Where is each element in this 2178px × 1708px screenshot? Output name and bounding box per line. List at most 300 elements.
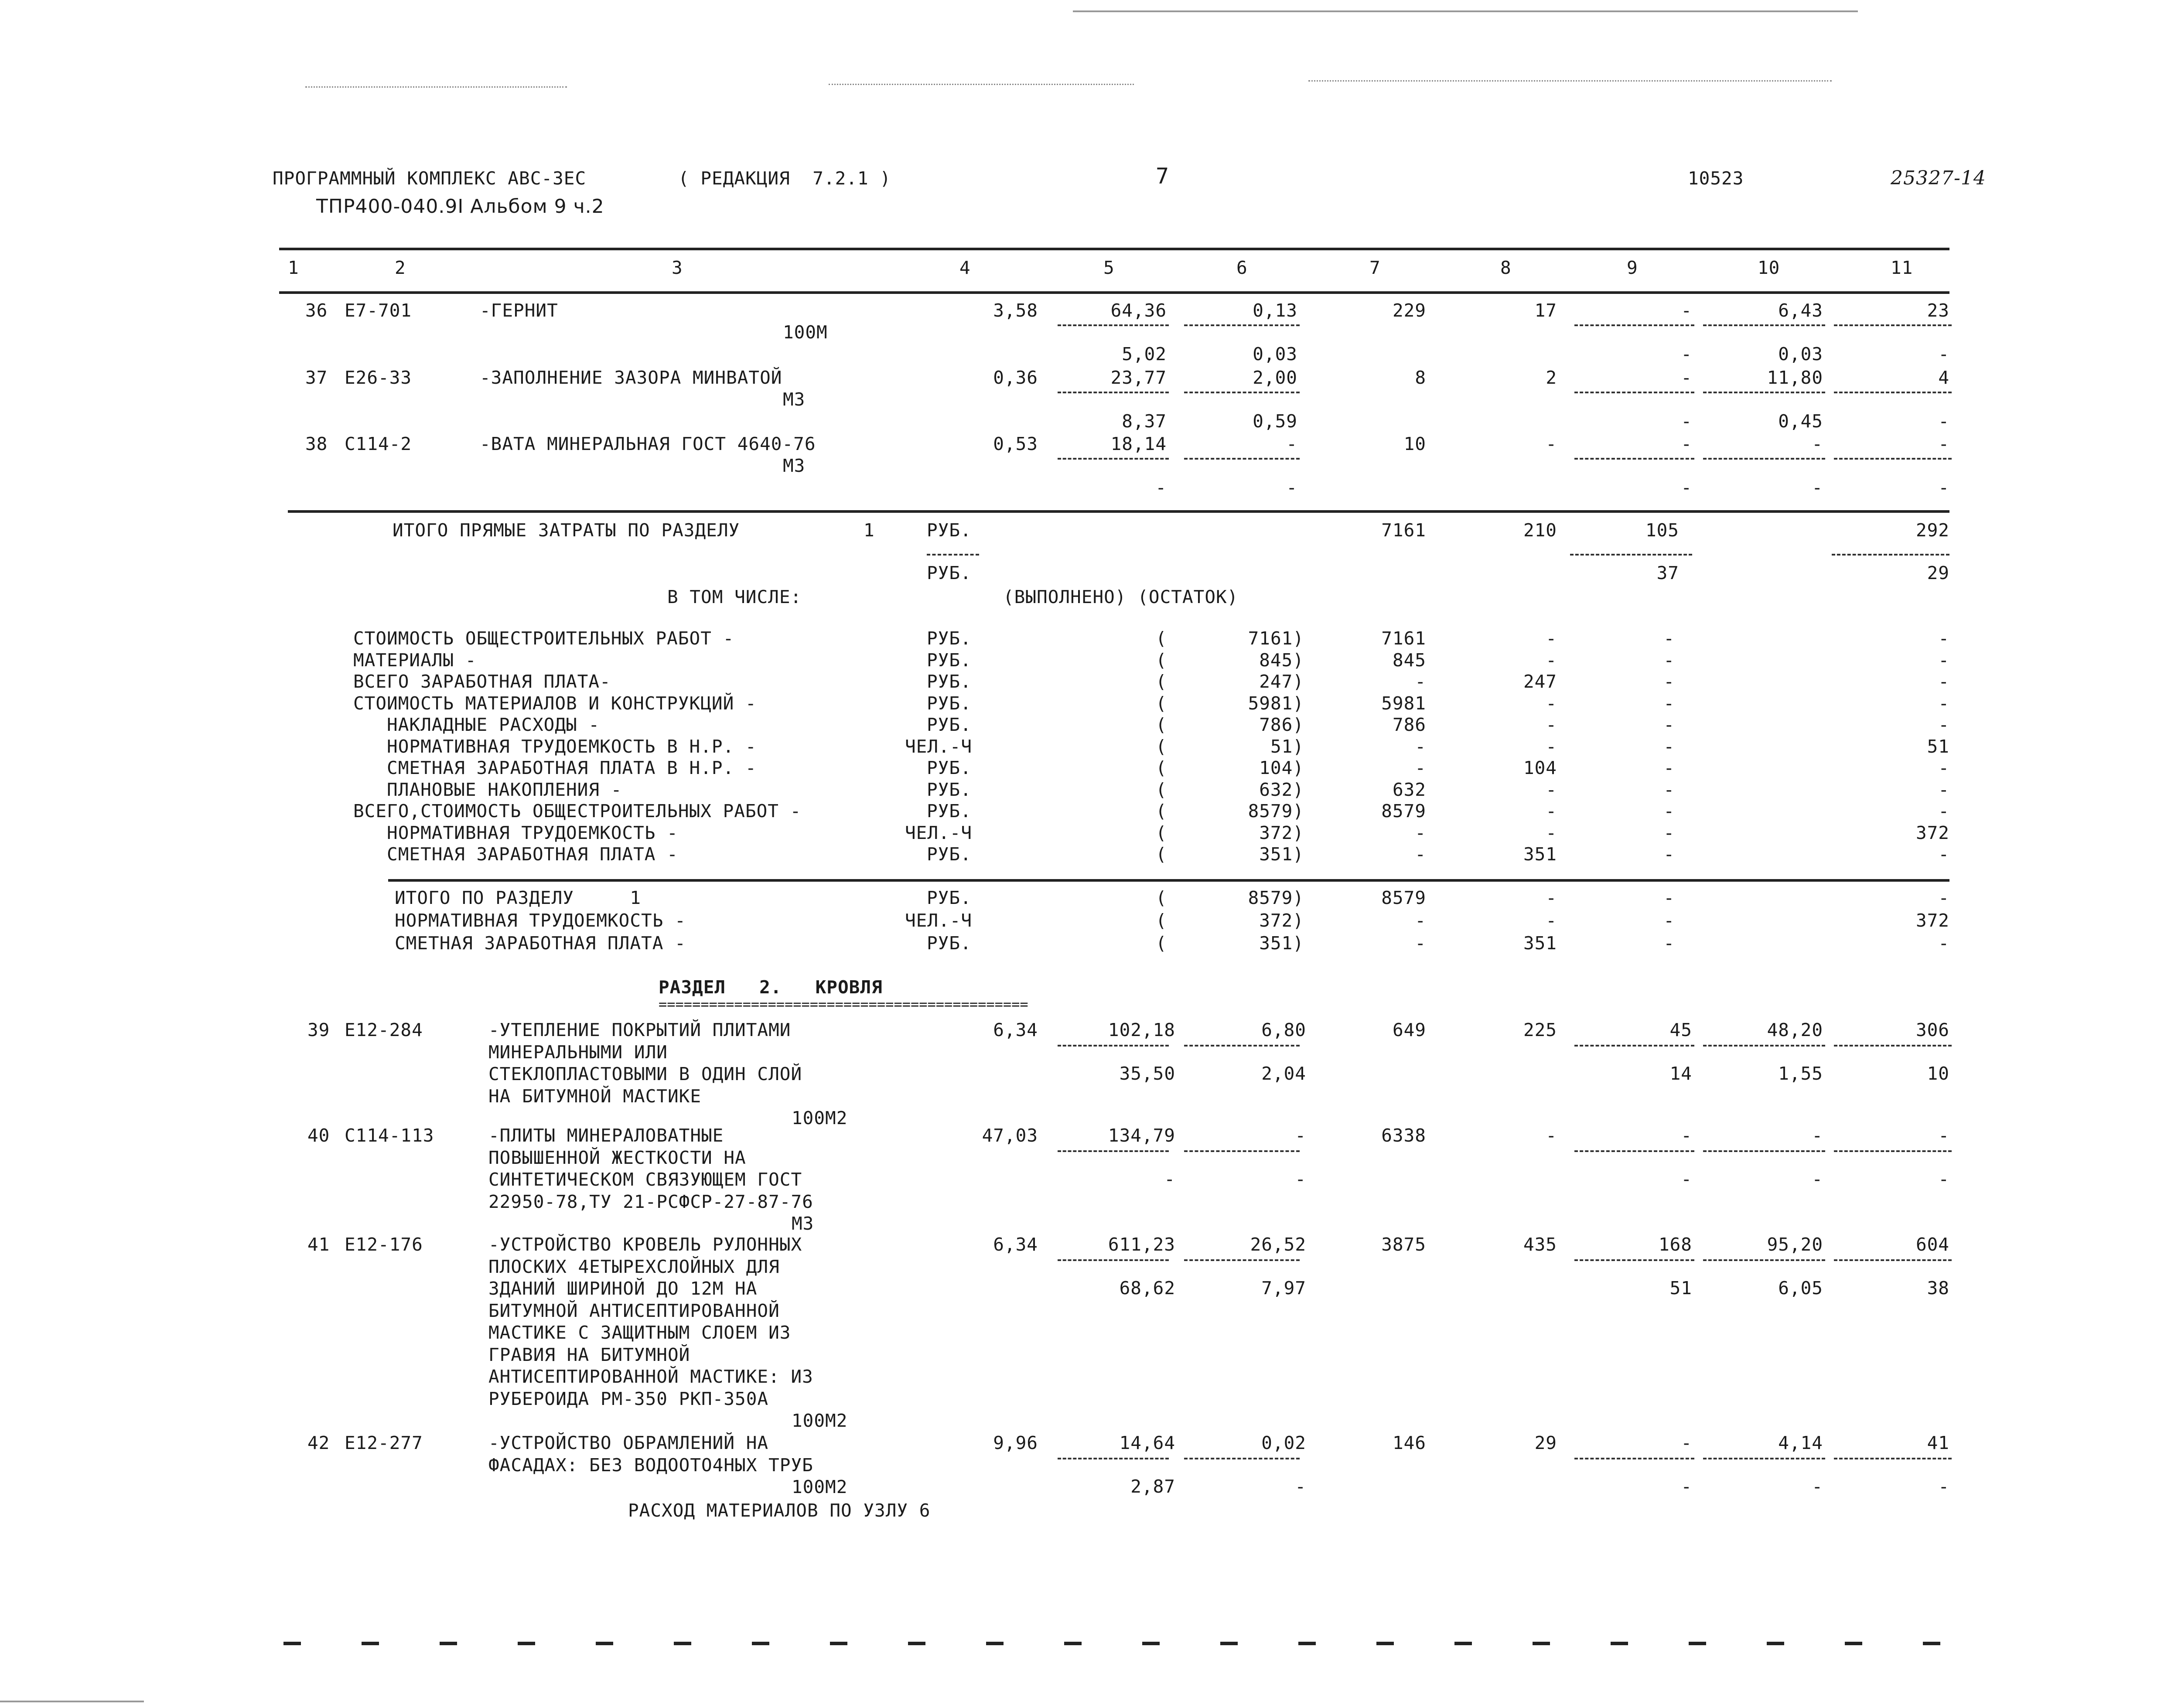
dash-mark bbox=[518, 1642, 535, 1645]
value-c9: - bbox=[1681, 433, 1692, 454]
breakdown-c11: - bbox=[1938, 801, 1949, 822]
value-c6: 0,13 bbox=[1253, 300, 1297, 321]
subtotal-underline bbox=[1184, 1150, 1300, 1152]
breakdown-paren-value: 786) bbox=[1259, 714, 1304, 735]
dash-mark bbox=[1689, 1642, 1706, 1645]
item-description: СИНТЕТИЧЕСКОМ СВЯЗУЮЩЕМ ГОСТ bbox=[488, 1169, 802, 1190]
breakdown-c9: - bbox=[1663, 671, 1675, 692]
item-description: ПОВЫШЕННОЙ ЖЕСТКОСТИ НА bbox=[488, 1147, 746, 1168]
subvalue-c5: 5,02 bbox=[1122, 344, 1167, 365]
item-description: МИНЕРАЛЬНЫМИ ИЛИ bbox=[488, 1041, 668, 1063]
breakdown-c9: - bbox=[1663, 933, 1675, 954]
breakdown-c8: 351 bbox=[1523, 933, 1557, 954]
item-description: -ВАТА МИНЕРАЛЬНАЯ ГОСТ 4640-76 bbox=[480, 433, 816, 454]
column-header-1: 1 bbox=[288, 257, 299, 278]
subvalue-c10: 1,55 bbox=[1778, 1063, 1823, 1084]
breakdown-paren-value: 8579) bbox=[1248, 801, 1304, 822]
item-unit: М3 bbox=[783, 455, 806, 476]
album-label: ТПР400-040.9I Альбом 9 ч.2 bbox=[316, 195, 604, 218]
item-unit: М3 bbox=[783, 389, 806, 410]
breakdown-label: МАТЕРИАЛЫ - bbox=[353, 649, 477, 671]
value-c10: - bbox=[1812, 1125, 1823, 1146]
breakdown-unit: РУБ. bbox=[927, 628, 972, 649]
value-c4: 6,34 bbox=[993, 1234, 1038, 1255]
breakdown-label: НОРМАТИВНАЯ ТРУДОЕМКОСТЬ - bbox=[395, 910, 686, 931]
breakdown-label: СТОИМОСТЬ ОБЩЕСТРОИТЕЛЬНЫХ РАБОТ - bbox=[353, 628, 734, 649]
breakdown-label: СМЕТНАЯ ЗАРАБОТНАЯ ПЛАТА В Н.Р. - bbox=[353, 757, 757, 778]
subvalue-c5: 2,87 bbox=[1130, 1476, 1175, 1497]
value-c7: 649 bbox=[1392, 1019, 1426, 1040]
subtotal-underline bbox=[1834, 1458, 1952, 1459]
dash-mark bbox=[1454, 1642, 1472, 1645]
value-c4: 0,53 bbox=[993, 433, 1038, 454]
subtotal-underline bbox=[1184, 458, 1300, 460]
breakdown-unit: РУБ. bbox=[927, 714, 972, 735]
subtotal-underline bbox=[1703, 1259, 1825, 1261]
breakdown-label: НАКЛАДНЫЕ РАСХОДЫ - bbox=[353, 714, 600, 735]
breakdown-unit: ЧЕЛ.-Ч bbox=[905, 910, 973, 931]
subtotal-underline bbox=[1703, 1458, 1825, 1459]
breakdown-label: СТОИМОСТЬ МАТЕРИАЛОВ И КОНСТРУКЦИЙ - bbox=[353, 692, 757, 714]
item-unit: 100М bbox=[783, 322, 828, 343]
edition-label: ( РЕДАКЦИЯ 7.2.1 ) bbox=[678, 168, 891, 189]
dash-mark bbox=[1142, 1642, 1160, 1645]
item-number: 37 bbox=[305, 367, 328, 388]
item-description: ФАСАДАХ: БЕЗ ВОДООТО4НЫХ ТРУБ bbox=[488, 1454, 813, 1476]
subtotal-underline bbox=[1058, 458, 1169, 460]
breakdown-c7: - bbox=[1415, 910, 1426, 931]
item-number: 38 bbox=[305, 433, 328, 454]
item-code: С114-113 bbox=[345, 1125, 434, 1146]
subtotal-underline bbox=[1703, 1150, 1825, 1152]
paren-open: ( bbox=[1156, 671, 1167, 692]
subtotal-underline bbox=[1058, 1150, 1169, 1152]
breakdown-c8: - bbox=[1546, 628, 1557, 649]
item-description: -ЗАПОЛНЕНИЕ ЗАЗОРА МИНВАТОЙ bbox=[480, 367, 782, 388]
subvalue-c6: 0,59 bbox=[1253, 411, 1297, 432]
subvalue-c9: - bbox=[1681, 477, 1692, 498]
handwritten-code: 25327-14 bbox=[1891, 167, 1986, 189]
breakdown-c7: - bbox=[1415, 736, 1426, 757]
value-c5: 611,23 bbox=[1108, 1234, 1175, 1255]
scan-artifact-line bbox=[1308, 80, 1832, 82]
subtotal-underline bbox=[1184, 1259, 1300, 1261]
subtotal-underline bbox=[1058, 1045, 1169, 1047]
breakdown-c7: - bbox=[1415, 757, 1426, 778]
paren-open: ( bbox=[1156, 801, 1167, 822]
subvalue-c9: 51 bbox=[1669, 1278, 1692, 1299]
item-description: ЗДАНИЙ ШИРИНОЙ ДО 12М НА bbox=[488, 1278, 758, 1299]
breakdown-c9: - bbox=[1663, 844, 1675, 865]
section2-title: РАЗДЕЛ 2. КРОВЛЯ bbox=[659, 977, 883, 998]
breakdown-unit: РУБ. bbox=[927, 887, 972, 908]
value-c10: 6,43 bbox=[1778, 300, 1823, 321]
value-c10: - bbox=[1812, 433, 1823, 454]
totals-sub-c11: 29 bbox=[1927, 563, 1949, 583]
value-c11: - bbox=[1938, 1125, 1949, 1146]
subvalue-c11: - bbox=[1938, 477, 1949, 498]
item-code: Е12-176 bbox=[345, 1234, 423, 1255]
breakdown-unit: РУБ. bbox=[927, 844, 972, 865]
breakdown-c9: - bbox=[1663, 801, 1675, 822]
breakdown-c8: - bbox=[1546, 736, 1557, 757]
column-header-8: 8 bbox=[1500, 257, 1512, 278]
breakdown-unit: РУБ. bbox=[927, 779, 972, 800]
subvalue-c6: 2,04 bbox=[1261, 1063, 1306, 1084]
breakdown-c11: - bbox=[1938, 844, 1949, 865]
item-code: Е7-701 bbox=[345, 300, 412, 321]
subvalue-c6: 0,03 bbox=[1253, 344, 1297, 365]
paren-open: ( bbox=[1156, 649, 1167, 671]
value-c5: 134,79 bbox=[1108, 1125, 1175, 1146]
dash-mark bbox=[440, 1642, 457, 1645]
value-c9: 45 bbox=[1669, 1019, 1692, 1040]
column-header-2: 2 bbox=[395, 257, 406, 278]
breakdown-c7: 632 bbox=[1392, 779, 1426, 800]
breakdown-c7: 8579 bbox=[1381, 801, 1426, 822]
value-c7: 10 bbox=[1403, 433, 1426, 454]
subvalue-c11: - bbox=[1938, 1476, 1949, 1497]
subtotal-underline bbox=[1703, 392, 1825, 393]
subvalue-c10: 0,03 bbox=[1778, 344, 1823, 365]
subtotal-underline bbox=[1184, 392, 1300, 393]
item-unit: 100М2 bbox=[792, 1476, 848, 1497]
breakdown-c9: - bbox=[1663, 692, 1675, 714]
subvalue-c10: - bbox=[1812, 477, 1823, 498]
value-c8: 225 bbox=[1523, 1019, 1557, 1040]
subtotal-underline bbox=[1574, 324, 1694, 326]
subvalue-c10: - bbox=[1812, 1169, 1823, 1190]
value-c9: 168 bbox=[1658, 1234, 1692, 1255]
breakdown-label: ВСЕГО ЗАРАБОТНАЯ ПЛАТА- bbox=[353, 671, 611, 692]
subvalue-c5: 68,62 bbox=[1119, 1278, 1175, 1299]
item-number: 36 bbox=[305, 300, 328, 321]
column-header-6: 6 bbox=[1236, 257, 1248, 278]
dash-mark bbox=[1376, 1642, 1394, 1645]
breakdown-unit: ЧЕЛ.-Ч bbox=[905, 822, 973, 843]
item-description: БИТУМНОЙ АНТИСЕПТИРОВАННОЙ bbox=[488, 1300, 780, 1321]
subtotal-underline bbox=[1574, 1458, 1694, 1459]
subvalue-c9: - bbox=[1681, 1476, 1692, 1497]
breakdown-unit: ЧЕЛ.-Ч bbox=[905, 736, 973, 757]
table-top-rule bbox=[279, 248, 1949, 250]
breakdown-c7: - bbox=[1415, 671, 1426, 692]
value-c7: 229 bbox=[1392, 300, 1426, 321]
item-number: 41 bbox=[307, 1234, 330, 1255]
subvalue-c5: - bbox=[1164, 1169, 1175, 1190]
value-c5: 14,64 bbox=[1119, 1432, 1175, 1453]
subtotal-underline bbox=[1574, 1045, 1694, 1047]
subtotal-underline bbox=[1834, 1259, 1952, 1261]
breakdown-paren-value: 7161) bbox=[1248, 628, 1304, 649]
breakdown-c11: - bbox=[1938, 692, 1949, 714]
breakdown-paren-value: 51) bbox=[1270, 736, 1304, 757]
breakdown-c7: 786 bbox=[1392, 714, 1426, 735]
value-c6: 6,80 bbox=[1261, 1019, 1306, 1040]
value-c4: 3,58 bbox=[993, 300, 1038, 321]
breakdown-c8: 104 bbox=[1523, 757, 1557, 778]
dash-mark bbox=[908, 1642, 925, 1645]
item-description: СТЕКЛОПЛАСТОВЫМИ В ОДИН СЛОЙ bbox=[488, 1064, 802, 1084]
breakdown-c11: 372 bbox=[1915, 910, 1949, 931]
totals-c7: 7161 bbox=[1381, 520, 1426, 541]
breakdown-unit: РУБ. bbox=[927, 671, 972, 692]
value-c6: 0,02 bbox=[1261, 1432, 1306, 1453]
breakdown-paren-value: 372) bbox=[1259, 822, 1304, 843]
totals-underline bbox=[1832, 554, 1949, 556]
value-c4: 9,96 bbox=[993, 1432, 1038, 1453]
value-c6: 26,52 bbox=[1250, 1234, 1306, 1255]
breakdown-c9: - bbox=[1663, 779, 1675, 800]
dash-mark bbox=[596, 1642, 613, 1645]
breakdown-c9: - bbox=[1663, 628, 1675, 649]
subtotal-underline bbox=[1058, 324, 1169, 326]
breakdown-c7: 8579 bbox=[1381, 887, 1426, 908]
dash-mark bbox=[362, 1642, 379, 1645]
value-c5: 102,18 bbox=[1108, 1019, 1175, 1040]
item-description: ПЛОСКИХ 4ЕТЫРЕХСЛОЙНЫХ ДЛЯ bbox=[488, 1256, 780, 1277]
paren-open: ( bbox=[1156, 714, 1167, 735]
breakdown-c8: - bbox=[1546, 714, 1557, 735]
item-unit: М3 bbox=[792, 1213, 814, 1234]
dash-mark bbox=[1845, 1642, 1862, 1645]
breakdown-c8: - bbox=[1546, 692, 1557, 714]
breakdown-c11: 51 bbox=[1927, 736, 1949, 757]
subvalue-c9: - bbox=[1681, 411, 1692, 432]
breakdown-end-rule bbox=[388, 879, 1949, 882]
dash-mark bbox=[1220, 1642, 1238, 1645]
breakdown-label: СМЕТНАЯ ЗАРАБОТНАЯ ПЛАТА - bbox=[353, 844, 678, 865]
totals-sub-c9: 37 bbox=[1656, 563, 1679, 583]
subtotal-underline bbox=[1058, 1458, 1169, 1459]
item-description: -УСТРОЙСТВО ОБРАМЛЕНИЙ НА bbox=[488, 1432, 769, 1453]
subtotal-underline bbox=[1834, 1150, 1952, 1152]
subtotal-underline bbox=[1834, 392, 1952, 393]
scan-artifact-line bbox=[829, 84, 1134, 85]
breakdown-c11: - bbox=[1938, 887, 1949, 908]
breakdown-unit: РУБ. bbox=[927, 692, 972, 714]
breakdown-c7: 7161 bbox=[1381, 628, 1426, 649]
value-c4: 6,34 bbox=[993, 1019, 1038, 1040]
breakdown-c8: - bbox=[1546, 887, 1557, 908]
breakdown-unit: РУБ. bbox=[927, 801, 972, 822]
totals-section: 1 bbox=[864, 520, 875, 541]
dash-mark bbox=[674, 1642, 691, 1645]
done-remaining-label: (ВЫПОЛНЕНО) (ОСТАТОК) bbox=[1003, 586, 1239, 607]
value-c11: - bbox=[1938, 433, 1949, 454]
value-c7: 146 bbox=[1392, 1432, 1426, 1453]
subtotal-underline bbox=[1574, 1150, 1694, 1152]
totals-c9: 105 bbox=[1645, 520, 1679, 541]
subtotal-underline bbox=[1703, 1045, 1825, 1047]
totals-label: ИТОГО ПРЯМЫЕ ЗАТРАТЫ ПО РАЗДЕЛУ bbox=[393, 520, 740, 541]
subtotal-underline bbox=[1184, 1045, 1300, 1047]
breakdown-c7: 845 bbox=[1392, 649, 1426, 671]
subtotal-underline bbox=[1058, 1259, 1169, 1261]
paren-open: ( bbox=[1156, 628, 1167, 649]
subvalue-c5: 35,50 bbox=[1119, 1063, 1175, 1084]
item-description: МАСТИКЕ С ЗАЩИТНЫМ СЛОЕМ ИЗ bbox=[488, 1322, 791, 1343]
dash-mark bbox=[1064, 1642, 1082, 1645]
including-label: В ТОМ ЧИСЛЕ: bbox=[667, 586, 802, 607]
value-c8: 2 bbox=[1546, 367, 1557, 388]
totals-underline bbox=[1570, 554, 1692, 556]
scan-artifact-line bbox=[0, 1701, 144, 1702]
value-c8: 29 bbox=[1534, 1432, 1557, 1453]
item-description: -УТЕПЛЕНИЕ ПОКРЫТИЙ ПЛИТАМИ bbox=[488, 1019, 791, 1040]
value-c9: - bbox=[1681, 300, 1692, 321]
value-c9: - bbox=[1681, 1432, 1692, 1453]
item-unit: 100М2 bbox=[792, 1108, 848, 1128]
value-c5: 18,14 bbox=[1110, 433, 1167, 454]
scan-artifact-line bbox=[305, 86, 567, 88]
value-c6: 2,00 bbox=[1253, 367, 1297, 388]
column-header-rule bbox=[279, 291, 1949, 294]
value-c11: 306 bbox=[1915, 1019, 1949, 1040]
value-c7: 6338 bbox=[1381, 1125, 1426, 1146]
value-c10: 48,20 bbox=[1767, 1019, 1823, 1040]
breakdown-paren-value: 104) bbox=[1259, 757, 1304, 778]
paren-open: ( bbox=[1156, 757, 1167, 778]
footer-note: РАСХОД МАТЕРИАЛОВ ПО УЗЛУ 6 bbox=[628, 1500, 931, 1521]
item-code: С114-2 bbox=[345, 433, 412, 454]
breakdown-paren-value: 247) bbox=[1259, 671, 1304, 692]
value-c9: - bbox=[1681, 1125, 1692, 1146]
subvalue-c9: - bbox=[1681, 344, 1692, 365]
value-c6: - bbox=[1286, 433, 1297, 454]
subtotal-underline bbox=[1574, 392, 1694, 393]
subvalue-c6: - bbox=[1286, 477, 1297, 498]
subvalue-c5: - bbox=[1155, 477, 1167, 498]
subvalue-c5: 8,37 bbox=[1122, 411, 1167, 432]
breakdown-c7: - bbox=[1415, 844, 1426, 865]
item-description: -УСТРОЙСТВО КРОВЕЛЬ РУЛОННЫХ bbox=[488, 1234, 802, 1255]
breakdown-c9: - bbox=[1663, 910, 1675, 931]
breakdown-unit: РУБ. bbox=[927, 933, 972, 954]
value-c8: 17 bbox=[1534, 300, 1557, 321]
column-header-7: 7 bbox=[1369, 257, 1381, 278]
subtotal-underline bbox=[1184, 1458, 1300, 1459]
breakdown-c11: - bbox=[1938, 649, 1949, 671]
value-c8: - bbox=[1546, 433, 1557, 454]
paren-open: ( bbox=[1156, 822, 1167, 843]
document-code: 10523 bbox=[1688, 168, 1744, 189]
breakdown-c11: - bbox=[1938, 714, 1949, 735]
column-header-11: 11 bbox=[1891, 257, 1913, 278]
breakdown-paren-value: 632) bbox=[1259, 779, 1304, 800]
value-c8: - bbox=[1546, 1125, 1557, 1146]
breakdown-c8: - bbox=[1546, 649, 1557, 671]
scan-artifact-line bbox=[1073, 10, 1858, 12]
value-c10: 4,14 bbox=[1778, 1432, 1823, 1453]
dash-mark bbox=[1767, 1642, 1784, 1645]
breakdown-c11: - bbox=[1938, 779, 1949, 800]
breakdown-paren-value: 351) bbox=[1259, 844, 1304, 865]
subvalue-c9: 14 bbox=[1669, 1063, 1692, 1084]
totals-c8: 210 bbox=[1523, 520, 1557, 541]
subvalue-c6: - bbox=[1295, 1169, 1306, 1190]
subvalue-c10: 0,45 bbox=[1778, 411, 1823, 432]
subvalue-c11: - bbox=[1938, 1169, 1949, 1190]
breakdown-c9: - bbox=[1663, 757, 1675, 778]
breakdown-paren-value: 8579) bbox=[1248, 887, 1304, 908]
breakdown-c11: - bbox=[1938, 933, 1949, 954]
breakdown-c7: - bbox=[1415, 822, 1426, 843]
breakdown-label: СМЕТНАЯ ЗАРАБОТНАЯ ПЛАТА - bbox=[395, 933, 686, 954]
subtotal-underline bbox=[1834, 1045, 1952, 1047]
breakdown-c8: 351 bbox=[1523, 844, 1557, 865]
breakdown-label: ПЛАНОВЫЕ НАКОПЛЕНИЯ - bbox=[353, 779, 622, 800]
item-code: Е12-277 bbox=[345, 1432, 423, 1453]
item-description: АНТИСЕПТИРОВАННОЙ МАСТИКЕ: ИЗ bbox=[488, 1366, 813, 1387]
paren-open: ( bbox=[1156, 887, 1167, 908]
subvalue-c6: 7,97 bbox=[1261, 1278, 1306, 1299]
value-c6: - bbox=[1295, 1125, 1306, 1146]
item-number: 39 bbox=[307, 1019, 330, 1040]
section1-end-rule bbox=[288, 510, 1949, 513]
item-description: ГРАВИЯ НА БИТУМНОЙ bbox=[488, 1344, 690, 1365]
value-c9: - bbox=[1681, 367, 1692, 388]
value-c5: 64,36 bbox=[1110, 300, 1167, 321]
subtotal-underline bbox=[1184, 324, 1300, 326]
subvalue-c11: - bbox=[1938, 411, 1949, 432]
subvalue-c11: 38 bbox=[1927, 1278, 1949, 1299]
breakdown-c8: 247 bbox=[1523, 671, 1557, 692]
breakdown-c9: - bbox=[1663, 736, 1675, 757]
breakdown-paren-value: 845) bbox=[1259, 649, 1304, 671]
subtotal-underline bbox=[1703, 458, 1825, 460]
totals-underline bbox=[927, 554, 979, 556]
paren-open: ( bbox=[1156, 910, 1167, 931]
breakdown-c11: - bbox=[1938, 671, 1949, 692]
item-description: НА БИТУМНОЙ МАСТИКЕ bbox=[488, 1085, 701, 1107]
breakdown-c8: - bbox=[1546, 779, 1557, 800]
dash-mark bbox=[1533, 1642, 1550, 1645]
subtotal-underline bbox=[1574, 1259, 1694, 1261]
breakdown-c9: - bbox=[1663, 822, 1675, 843]
column-header-10: 10 bbox=[1758, 257, 1780, 278]
totals-unit2: РУБ. bbox=[927, 563, 972, 583]
breakdown-label: ИТОГО ПО РАЗДЕЛУ 1 bbox=[395, 887, 642, 908]
dash-mark bbox=[1298, 1642, 1316, 1645]
value-c11: 4 bbox=[1938, 367, 1949, 388]
subtotal-underline bbox=[1574, 458, 1694, 460]
breakdown-paren-value: 5981) bbox=[1248, 692, 1304, 714]
subvalue-c9: - bbox=[1681, 1169, 1692, 1190]
breakdown-c9: - bbox=[1663, 887, 1675, 908]
subvalue-c6: - bbox=[1295, 1476, 1306, 1497]
breakdown-unit: РУБ. bbox=[927, 757, 972, 778]
value-c11: 604 bbox=[1915, 1234, 1949, 1255]
breakdown-c11: 372 bbox=[1915, 822, 1949, 843]
column-header-4: 4 bbox=[959, 257, 971, 278]
item-code: Е26-33 bbox=[345, 367, 412, 388]
value-c5: 23,77 bbox=[1110, 367, 1167, 388]
program-title: ПРОГРАММНЫЙ КОМПЛЕКС АВС-3ЕС bbox=[273, 168, 587, 189]
breakdown-c9: - bbox=[1663, 649, 1675, 671]
value-c4: 0,36 bbox=[993, 367, 1038, 388]
item-code: Е12-284 bbox=[345, 1019, 423, 1040]
item-description: 22950-78,ТУ 21-РСФСР-27-87-76 bbox=[488, 1191, 813, 1212]
breakdown-c8: - bbox=[1546, 822, 1557, 843]
value-c10: 11,80 bbox=[1767, 367, 1823, 388]
value-c8: 435 bbox=[1523, 1234, 1557, 1255]
breakdown-c11: - bbox=[1938, 757, 1949, 778]
paren-open: ( bbox=[1156, 692, 1167, 714]
dash-mark bbox=[1611, 1642, 1628, 1645]
breakdown-paren-value: 351) bbox=[1259, 933, 1304, 954]
item-unit: 100М2 bbox=[792, 1410, 848, 1431]
